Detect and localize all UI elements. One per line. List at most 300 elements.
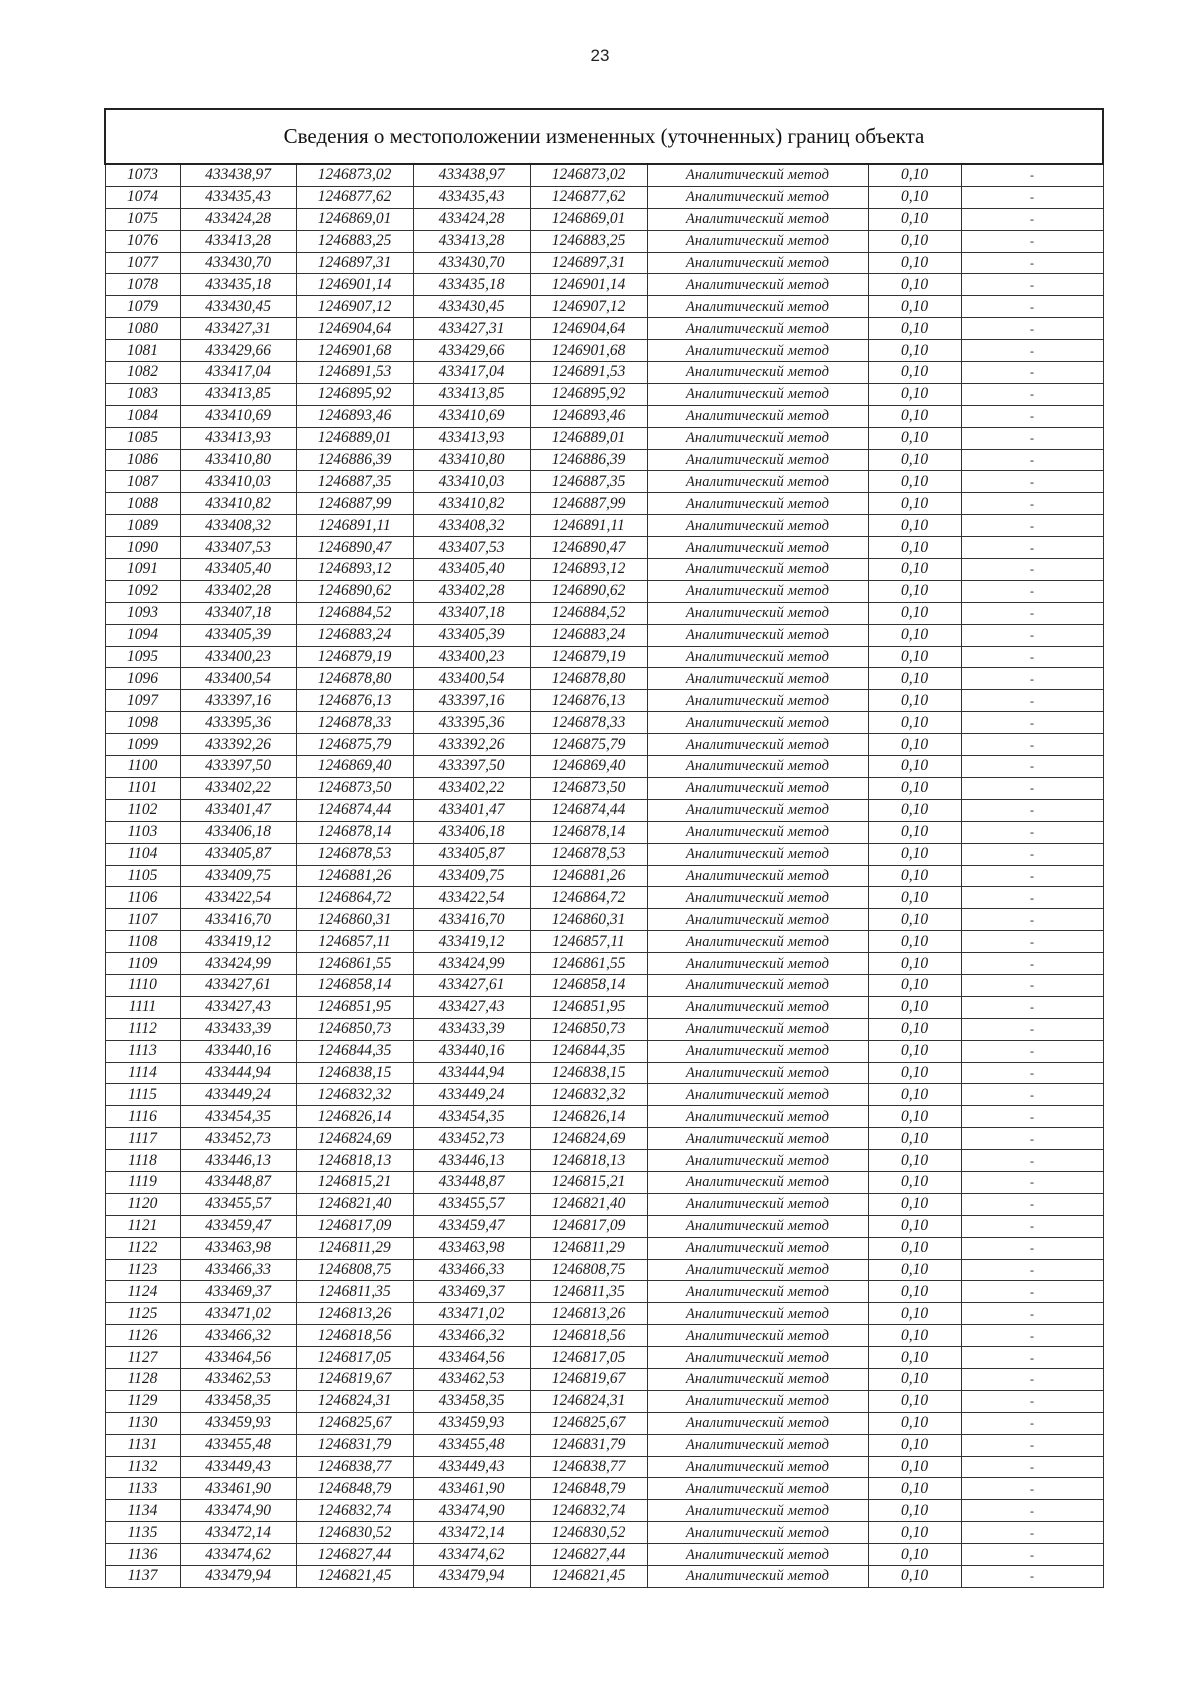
cell-accuracy: 0,10 bbox=[868, 340, 961, 362]
cell-y-new: 1246883,25 bbox=[530, 230, 647, 252]
table-row bbox=[105, 799, 1103, 821]
cell-y-old: 1246893,46 bbox=[296, 405, 413, 427]
cell-description: - bbox=[961, 405, 1103, 427]
cell-y-new: 1246875,79 bbox=[530, 734, 647, 756]
cell-x-old: 433446,13 bbox=[180, 1150, 296, 1172]
cell-description: - bbox=[961, 909, 1103, 931]
cell-x-new: 433402,28 bbox=[413, 580, 530, 602]
cell-y-new: 1246864,72 bbox=[530, 887, 647, 909]
cell-x-old: 433459,47 bbox=[180, 1215, 296, 1237]
table-row bbox=[105, 953, 1103, 975]
table-row bbox=[105, 931, 1103, 953]
cell-x-new: 433407,18 bbox=[413, 602, 530, 624]
cell-description: - bbox=[961, 471, 1103, 493]
cell-description: - bbox=[961, 1018, 1103, 1040]
table-row bbox=[105, 734, 1103, 756]
cell-description: - bbox=[961, 624, 1103, 646]
cell-x-new: 433419,12 bbox=[413, 931, 530, 953]
cell-y-old: 1246879,19 bbox=[296, 646, 413, 668]
cell-x-new: 433448,87 bbox=[413, 1171, 530, 1193]
cell-x-old: 433410,82 bbox=[180, 493, 296, 515]
cell-point-number: 1090 bbox=[105, 537, 180, 559]
cell-accuracy: 0,10 bbox=[868, 953, 961, 975]
cell-y-new: 1246850,73 bbox=[530, 1018, 647, 1040]
table-row bbox=[105, 821, 1103, 843]
cell-x-old: 433405,87 bbox=[180, 843, 296, 865]
boundary-coordinates-table bbox=[104, 108, 1104, 1588]
table-row bbox=[105, 164, 1103, 186]
cell-method: Аналитический метод bbox=[647, 1544, 868, 1566]
table-row bbox=[105, 777, 1103, 799]
cell-accuracy: 0,10 bbox=[868, 1171, 961, 1193]
cell-point-number: 1118 bbox=[105, 1150, 180, 1172]
cell-point-number: 1099 bbox=[105, 734, 180, 756]
cell-y-old: 1246831,79 bbox=[296, 1434, 413, 1456]
cell-y-old: 1246825,67 bbox=[296, 1412, 413, 1434]
cell-y-old: 1246890,62 bbox=[296, 580, 413, 602]
cell-method: Аналитический метод bbox=[647, 1259, 868, 1281]
cell-point-number: 1133 bbox=[105, 1478, 180, 1500]
cell-point-number: 1110 bbox=[105, 974, 180, 996]
cell-y-old: 1246817,09 bbox=[296, 1215, 413, 1237]
cell-y-old: 1246830,52 bbox=[296, 1522, 413, 1544]
cell-method: Аналитический метод bbox=[647, 362, 868, 384]
cell-accuracy: 0,10 bbox=[868, 1259, 961, 1281]
cell-y-old: 1246844,35 bbox=[296, 1040, 413, 1062]
cell-point-number: 1131 bbox=[105, 1434, 180, 1456]
cell-accuracy: 0,10 bbox=[868, 1456, 961, 1478]
table-row bbox=[105, 1128, 1103, 1150]
cell-point-number: 1098 bbox=[105, 712, 180, 734]
cell-accuracy: 0,10 bbox=[868, 1566, 961, 1588]
table-row bbox=[105, 274, 1103, 296]
table-row bbox=[105, 1062, 1103, 1084]
cell-y-new: 1246877,62 bbox=[530, 186, 647, 208]
cell-y-new: 1246881,26 bbox=[530, 865, 647, 887]
cell-method: Аналитический метод bbox=[647, 1325, 868, 1347]
cell-y-old: 1246869,40 bbox=[296, 756, 413, 778]
cell-description: - bbox=[961, 668, 1103, 690]
cell-description: - bbox=[961, 383, 1103, 405]
cell-method: Аналитический метод bbox=[647, 471, 868, 493]
cell-accuracy: 0,10 bbox=[868, 1434, 961, 1456]
table-row bbox=[105, 602, 1103, 624]
cell-accuracy: 0,10 bbox=[868, 1106, 961, 1128]
table-row bbox=[105, 1478, 1103, 1500]
cell-method: Аналитический метод bbox=[647, 1171, 868, 1193]
cell-method: Аналитический метод bbox=[647, 953, 868, 975]
cell-point-number: 1117 bbox=[105, 1128, 180, 1150]
cell-y-new: 1246884,52 bbox=[530, 602, 647, 624]
cell-x-new: 433452,73 bbox=[413, 1128, 530, 1150]
cell-x-new: 433462,53 bbox=[413, 1368, 530, 1390]
cell-y-old: 1246883,25 bbox=[296, 230, 413, 252]
cell-point-number: 1126 bbox=[105, 1325, 180, 1347]
cell-method: Аналитический метод bbox=[647, 230, 868, 252]
cell-method: Аналитический метод bbox=[647, 1500, 868, 1522]
cell-accuracy: 0,10 bbox=[868, 690, 961, 712]
cell-x-old: 433410,03 bbox=[180, 471, 296, 493]
cell-x-old: 433463,98 bbox=[180, 1237, 296, 1259]
cell-description: - bbox=[961, 646, 1103, 668]
cell-x-new: 433397,16 bbox=[413, 690, 530, 712]
cell-y-old: 1246827,44 bbox=[296, 1544, 413, 1566]
table-row bbox=[105, 1566, 1103, 1588]
cell-accuracy: 0,10 bbox=[868, 537, 961, 559]
cell-description: - bbox=[961, 1128, 1103, 1150]
cell-accuracy: 0,10 bbox=[868, 362, 961, 384]
table-title: Сведения о местоположении измененных (уточненных) границ объекта bbox=[105, 109, 1103, 164]
cell-x-new: 433449,24 bbox=[413, 1084, 530, 1106]
cell-y-new: 1246857,11 bbox=[530, 931, 647, 953]
cell-description: - bbox=[961, 1259, 1103, 1281]
cell-y-new: 1246821,40 bbox=[530, 1193, 647, 1215]
cell-method: Аналитический метод bbox=[647, 909, 868, 931]
cell-y-new: 1246832,32 bbox=[530, 1084, 647, 1106]
cell-description: - bbox=[961, 362, 1103, 384]
cell-accuracy: 0,10 bbox=[868, 580, 961, 602]
cell-x-old: 433479,94 bbox=[180, 1566, 296, 1588]
cell-method: Аналитический метод bbox=[647, 1368, 868, 1390]
cell-y-old: 1246858,14 bbox=[296, 974, 413, 996]
cell-x-old: 433469,37 bbox=[180, 1281, 296, 1303]
cell-y-old: 1246813,26 bbox=[296, 1303, 413, 1325]
cell-y-old: 1246818,56 bbox=[296, 1325, 413, 1347]
cell-x-new: 433401,47 bbox=[413, 799, 530, 821]
cell-method: Аналитический метод bbox=[647, 974, 868, 996]
cell-y-new: 1246825,67 bbox=[530, 1412, 647, 1434]
cell-description: - bbox=[961, 843, 1103, 865]
table-row bbox=[105, 427, 1103, 449]
table-row bbox=[105, 1193, 1103, 1215]
cell-x-old: 433427,43 bbox=[180, 996, 296, 1018]
cell-y-old: 1246864,72 bbox=[296, 887, 413, 909]
table-row bbox=[105, 1259, 1103, 1281]
cell-accuracy: 0,10 bbox=[868, 1237, 961, 1259]
cell-x-old: 433452,73 bbox=[180, 1128, 296, 1150]
cell-accuracy: 0,10 bbox=[868, 602, 961, 624]
cell-method: Аналитический метод bbox=[647, 931, 868, 953]
cell-x-new: 433427,43 bbox=[413, 996, 530, 1018]
cell-y-new: 1246838,15 bbox=[530, 1062, 647, 1084]
table-row bbox=[105, 690, 1103, 712]
cell-method: Аналитический метод bbox=[647, 690, 868, 712]
cell-description: - bbox=[961, 1347, 1103, 1369]
cell-x-old: 433458,35 bbox=[180, 1390, 296, 1412]
cell-y-new: 1246815,21 bbox=[530, 1171, 647, 1193]
cell-method: Аналитический метод bbox=[647, 449, 868, 471]
cell-accuracy: 0,10 bbox=[868, 821, 961, 843]
table-row bbox=[105, 974, 1103, 996]
cell-x-new: 433427,61 bbox=[413, 974, 530, 996]
cell-description: - bbox=[961, 974, 1103, 996]
cell-x-new: 433466,33 bbox=[413, 1259, 530, 1281]
cell-y-new: 1246831,79 bbox=[530, 1434, 647, 1456]
cell-y-new: 1246878,14 bbox=[530, 821, 647, 843]
cell-y-new: 1246819,67 bbox=[530, 1368, 647, 1390]
cell-x-new: 433479,94 bbox=[413, 1566, 530, 1588]
cell-description: - bbox=[961, 230, 1103, 252]
cell-description: - bbox=[961, 602, 1103, 624]
cell-method: Аналитический метод bbox=[647, 1062, 868, 1084]
cell-accuracy: 0,10 bbox=[868, 1215, 961, 1237]
cell-y-new: 1246890,62 bbox=[530, 580, 647, 602]
table-row bbox=[105, 208, 1103, 230]
cell-x-new: 433474,62 bbox=[413, 1544, 530, 1566]
cell-y-old: 1246824,69 bbox=[296, 1128, 413, 1150]
cell-y-old: 1246838,77 bbox=[296, 1456, 413, 1478]
cell-x-new: 433413,93 bbox=[413, 427, 530, 449]
cell-x-old: 433471,02 bbox=[180, 1303, 296, 1325]
table-row bbox=[105, 646, 1103, 668]
cell-description: - bbox=[961, 1106, 1103, 1128]
cell-accuracy: 0,10 bbox=[868, 471, 961, 493]
table-row bbox=[105, 537, 1103, 559]
cell-y-new: 1246848,79 bbox=[530, 1478, 647, 1500]
cell-accuracy: 0,10 bbox=[868, 1128, 961, 1150]
cell-y-old: 1246881,26 bbox=[296, 865, 413, 887]
cell-x-new: 433461,90 bbox=[413, 1478, 530, 1500]
cell-y-old: 1246878,33 bbox=[296, 712, 413, 734]
cell-y-new: 1246860,31 bbox=[530, 909, 647, 931]
cell-x-new: 433430,45 bbox=[413, 296, 530, 318]
cell-method: Аналитический метод bbox=[647, 602, 868, 624]
cell-point-number: 1091 bbox=[105, 559, 180, 581]
cell-y-new: 1246895,92 bbox=[530, 383, 647, 405]
cell-method: Аналитический метод bbox=[647, 164, 868, 186]
cell-x-old: 433416,70 bbox=[180, 909, 296, 931]
cell-x-new: 433429,66 bbox=[413, 340, 530, 362]
table-row bbox=[105, 449, 1103, 471]
cell-accuracy: 0,10 bbox=[868, 230, 961, 252]
cell-y-old: 1246873,50 bbox=[296, 777, 413, 799]
cell-point-number: 1123 bbox=[105, 1259, 180, 1281]
cell-method: Аналитический метод bbox=[647, 493, 868, 515]
cell-x-old: 433438,97 bbox=[180, 164, 296, 186]
cell-x-old: 433413,28 bbox=[180, 230, 296, 252]
cell-y-old: 1246824,31 bbox=[296, 1390, 413, 1412]
table-row bbox=[105, 843, 1103, 865]
cell-y-new: 1246887,35 bbox=[530, 471, 647, 493]
table-row bbox=[105, 909, 1103, 931]
cell-accuracy: 0,10 bbox=[868, 164, 961, 186]
table-row bbox=[105, 1544, 1103, 1566]
cell-y-old: 1246826,14 bbox=[296, 1106, 413, 1128]
cell-description: - bbox=[961, 1281, 1103, 1303]
cell-y-old: 1246848,79 bbox=[296, 1478, 413, 1500]
cell-x-new: 433413,85 bbox=[413, 383, 530, 405]
cell-accuracy: 0,10 bbox=[868, 624, 961, 646]
cell-x-old: 433464,56 bbox=[180, 1347, 296, 1369]
cell-method: Аналитический метод bbox=[647, 537, 868, 559]
cell-x-old: 433410,80 bbox=[180, 449, 296, 471]
cell-y-old: 1246838,15 bbox=[296, 1062, 413, 1084]
cell-accuracy: 0,10 bbox=[868, 1390, 961, 1412]
cell-description: - bbox=[961, 1171, 1103, 1193]
cell-point-number: 1101 bbox=[105, 777, 180, 799]
cell-x-new: 433407,53 bbox=[413, 537, 530, 559]
cell-x-old: 433461,90 bbox=[180, 1478, 296, 1500]
cell-point-number: 1092 bbox=[105, 580, 180, 602]
cell-method: Аналитический метод bbox=[647, 821, 868, 843]
cell-point-number: 1135 bbox=[105, 1522, 180, 1544]
cell-method: Аналитический метод bbox=[647, 1193, 868, 1215]
cell-description: - bbox=[961, 1500, 1103, 1522]
cell-method: Аналитический метод bbox=[647, 646, 868, 668]
cell-y-old: 1246901,68 bbox=[296, 340, 413, 362]
table-row bbox=[105, 1171, 1103, 1193]
table-row bbox=[105, 230, 1103, 252]
cell-y-new: 1246808,75 bbox=[530, 1259, 647, 1281]
cell-accuracy: 0,10 bbox=[868, 186, 961, 208]
cell-method: Аналитический метод bbox=[647, 186, 868, 208]
cell-y-old: 1246907,12 bbox=[296, 296, 413, 318]
cell-x-old: 433413,85 bbox=[180, 383, 296, 405]
cell-y-old: 1246869,01 bbox=[296, 208, 413, 230]
cell-y-new: 1246901,68 bbox=[530, 340, 647, 362]
cell-method: Аналитический метод bbox=[647, 1412, 868, 1434]
cell-accuracy: 0,10 bbox=[868, 1368, 961, 1390]
cell-y-old: 1246873,02 bbox=[296, 164, 413, 186]
cell-accuracy: 0,10 bbox=[868, 1193, 961, 1215]
cell-accuracy: 0,10 bbox=[868, 493, 961, 515]
cell-description: - bbox=[961, 756, 1103, 778]
cell-description: - bbox=[961, 164, 1103, 186]
cell-method: Аналитический метод bbox=[647, 1040, 868, 1062]
table-row bbox=[105, 1215, 1103, 1237]
cell-x-old: 433417,04 bbox=[180, 362, 296, 384]
cell-description: - bbox=[961, 799, 1103, 821]
cell-method: Аналитический метод bbox=[647, 1237, 868, 1259]
cell-point-number: 1097 bbox=[105, 690, 180, 712]
cell-x-old: 433449,24 bbox=[180, 1084, 296, 1106]
table-row bbox=[105, 1040, 1103, 1062]
cell-y-old: 1246850,73 bbox=[296, 1018, 413, 1040]
cell-description: - bbox=[961, 1566, 1103, 1588]
cell-point-number: 1137 bbox=[105, 1566, 180, 1588]
cell-method: Аналитический метод bbox=[647, 405, 868, 427]
cell-method: Аналитический метод bbox=[647, 624, 868, 646]
table-row bbox=[105, 1237, 1103, 1259]
cell-description: - bbox=[961, 1084, 1103, 1106]
cell-accuracy: 0,10 bbox=[868, 1084, 961, 1106]
cell-y-old: 1246874,44 bbox=[296, 799, 413, 821]
cell-y-old: 1246832,32 bbox=[296, 1084, 413, 1106]
cell-description: - bbox=[961, 449, 1103, 471]
cell-description: - bbox=[961, 887, 1103, 909]
cell-y-new: 1246821,45 bbox=[530, 1566, 647, 1588]
cell-x-old: 433474,90 bbox=[180, 1500, 296, 1522]
cell-x-old: 433395,36 bbox=[180, 712, 296, 734]
cell-x-old: 433472,14 bbox=[180, 1522, 296, 1544]
cell-point-number: 1081 bbox=[105, 340, 180, 362]
cell-y-new: 1246878,80 bbox=[530, 668, 647, 690]
cell-point-number: 1093 bbox=[105, 602, 180, 624]
cell-accuracy: 0,10 bbox=[868, 1303, 961, 1325]
cell-y-new: 1246873,50 bbox=[530, 777, 647, 799]
table-row bbox=[105, 318, 1103, 340]
cell-x-new: 433410,69 bbox=[413, 405, 530, 427]
cell-y-new: 1246861,55 bbox=[530, 953, 647, 975]
cell-description: - bbox=[961, 318, 1103, 340]
cell-method: Аналитический метод bbox=[647, 1456, 868, 1478]
cell-y-new: 1246830,52 bbox=[530, 1522, 647, 1544]
cell-y-new: 1246818,56 bbox=[530, 1325, 647, 1347]
cell-description: - bbox=[961, 1522, 1103, 1544]
cell-description: - bbox=[961, 734, 1103, 756]
cell-y-new: 1246893,12 bbox=[530, 559, 647, 581]
cell-y-new: 1246879,19 bbox=[530, 646, 647, 668]
cell-y-new: 1246883,24 bbox=[530, 624, 647, 646]
cell-y-new: 1246878,53 bbox=[530, 843, 647, 865]
cell-x-new: 433449,43 bbox=[413, 1456, 530, 1478]
cell-x-new: 433455,57 bbox=[413, 1193, 530, 1215]
cell-x-old: 433407,53 bbox=[180, 537, 296, 559]
cell-x-new: 433435,43 bbox=[413, 186, 530, 208]
cell-method: Аналитический метод bbox=[647, 1478, 868, 1500]
cell-point-number: 1102 bbox=[105, 799, 180, 821]
cell-method: Аналитический метод bbox=[647, 427, 868, 449]
cell-method: Аналитический метод bbox=[647, 865, 868, 887]
cell-method: Аналитический метод bbox=[647, 383, 868, 405]
cell-x-old: 433444,94 bbox=[180, 1062, 296, 1084]
cell-accuracy: 0,10 bbox=[868, 1522, 961, 1544]
cell-accuracy: 0,10 bbox=[868, 252, 961, 274]
cell-x-new: 433405,87 bbox=[413, 843, 530, 865]
cell-point-number: 1125 bbox=[105, 1303, 180, 1325]
table-row bbox=[105, 668, 1103, 690]
cell-x-new: 433430,70 bbox=[413, 252, 530, 274]
cell-accuracy: 0,10 bbox=[868, 1150, 961, 1172]
cell-x-old: 433397,50 bbox=[180, 756, 296, 778]
cell-y-new: 1246876,13 bbox=[530, 690, 647, 712]
cell-point-number: 1124 bbox=[105, 1281, 180, 1303]
cell-method: Аналитический метод bbox=[647, 1347, 868, 1369]
cell-x-old: 433405,40 bbox=[180, 559, 296, 581]
cell-description: - bbox=[961, 274, 1103, 296]
cell-point-number: 1132 bbox=[105, 1456, 180, 1478]
table-row bbox=[105, 887, 1103, 909]
cell-point-number: 1108 bbox=[105, 931, 180, 953]
cell-y-old: 1246811,29 bbox=[296, 1237, 413, 1259]
cell-description: - bbox=[961, 580, 1103, 602]
cell-x-new: 433455,48 bbox=[413, 1434, 530, 1456]
table-row bbox=[105, 362, 1103, 384]
cell-y-old: 1246889,01 bbox=[296, 427, 413, 449]
cell-method: Аналитический метод bbox=[647, 318, 868, 340]
cell-point-number: 1111 bbox=[105, 996, 180, 1018]
cell-point-number: 1083 bbox=[105, 383, 180, 405]
table-row bbox=[105, 865, 1103, 887]
cell-y-new: 1246869,01 bbox=[530, 208, 647, 230]
cell-point-number: 1095 bbox=[105, 646, 180, 668]
cell-description: - bbox=[961, 1193, 1103, 1215]
cell-y-new: 1246889,01 bbox=[530, 427, 647, 449]
cell-x-new: 433471,02 bbox=[413, 1303, 530, 1325]
cell-y-old: 1246893,12 bbox=[296, 559, 413, 581]
cell-x-new: 433438,97 bbox=[413, 164, 530, 186]
cell-accuracy: 0,10 bbox=[868, 865, 961, 887]
cell-x-old: 433435,43 bbox=[180, 186, 296, 208]
table-row bbox=[105, 1390, 1103, 1412]
table-row bbox=[105, 996, 1103, 1018]
cell-x-new: 433410,03 bbox=[413, 471, 530, 493]
cell-x-new: 433424,99 bbox=[413, 953, 530, 975]
cell-x-old: 433455,48 bbox=[180, 1434, 296, 1456]
table-row bbox=[105, 624, 1103, 646]
cell-y-old: 1246819,67 bbox=[296, 1368, 413, 1390]
cell-method: Аналитический метод bbox=[647, 1303, 868, 1325]
